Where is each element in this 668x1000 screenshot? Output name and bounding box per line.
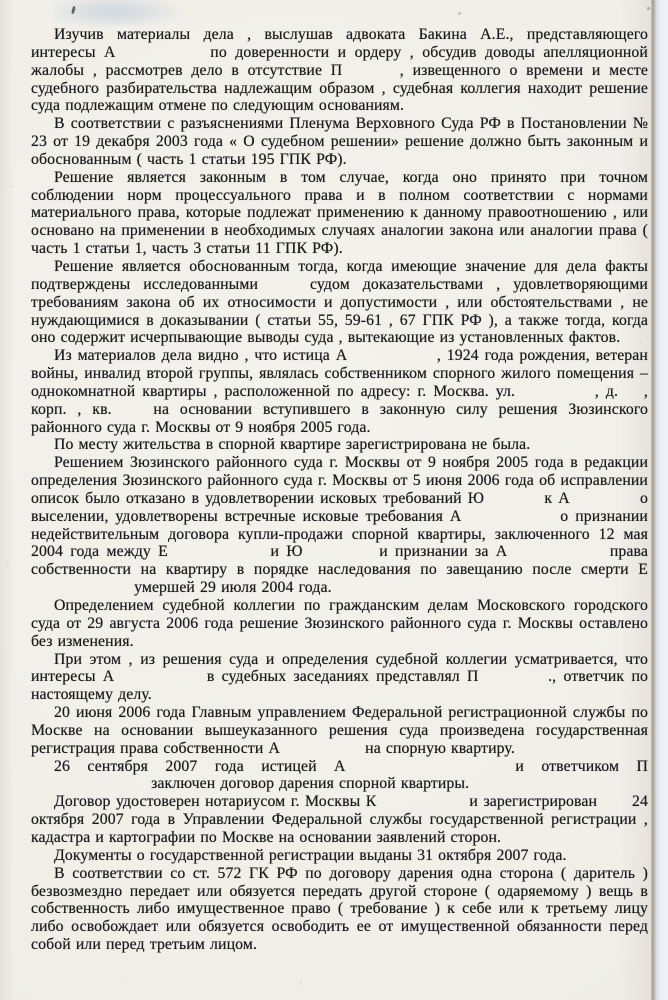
redacted-gap: [515, 555, 603, 556]
paragraph: Решение является обоснованным тогда, когда имеющие значение для дела факты подтверждены исследованными судом доказательствами , удовлетворяющими требованиям закона об их относимости и допустимости , или обстоятельствами , не нуждающимися в доказывании ( статьи 55, 59-61 , 67 ГПК РФ ), а также тогда, когда оно содержит исчерпывающие выводы суда , вытекающие из установленных фактов.: [31, 257, 648, 347]
redacted-gap: [486, 680, 541, 681]
redacted-gap: [122, 680, 200, 681]
redacted-gap: [522, 395, 588, 396]
paragraph: Определением судебной коллегии по гражданским делам Московского городского суда от 29 августа 2006 года решение Зюзинского районного суда г. Москвы оставлено без изменения.: [31, 597, 648, 650]
redacted-gap: [490, 502, 538, 503]
redacted-gap: [353, 359, 431, 360]
paragraph: По месту жительства в спорной квартире зарегистрирована не была.: [54, 436, 531, 454]
redacted-gap: [576, 502, 634, 503]
paragraph: Решением Зюзинского районного суда г. Москвы от 9 ноября 2005 года в редакции определения Зюзинского районного суда г. Москвы от 5 июня 2006 года об исправлении описок было отказано в удовлетворении исковых требований Ю к А о выселении, удовлетворены встречные исковые требования А о признании недействительным договора купли-продажи спорной квартиры, заключенного 12 мая 2004 года между Е и Ю и признании за А права собственности на квартиру в порядке наследования по завещанию после смерти Е умершей 29 июля 2004 года.: [31, 454, 648, 597]
document-body: [31, 26, 648, 954]
redacted-gap: [603, 805, 627, 806]
paragraph: Из материалов дела видно , что истица А , 1924 года рождения, ветеран войны, инвалид второй группы, являлась собственником спорного жилого помещения – однокомнатной квартиры , расположенной по адресу: г. Москва. ул. , д. , корп. , кв. на основании вступившего в законную силу решения Зюзинского районного суда г. Москвы от 9 ноября 2005 года.: [31, 347, 648, 436]
paragraph: В соответствии с разъяснениями Пленума Верховного Суда РФ в Постановлении № 23 от 19 декабря 2003 года « О судебном решении» решение должно быть законным и обоснованным ( часть 1 статьи 195 ГПК РФ).: [31, 115, 648, 168]
faint-stamp-mark: [55, 0, 185, 26]
paragraph: 26 сентября 2007 года истицей А и ответчиком П заключен договор дарения спорной квартиры.: [31, 758, 648, 794]
paragraph: Решение является законным в том случае, когда оно принято при точном соблюдении норм процессуального права и в полном соответствии с нормами материального права, которые подлежат применению к данному правоотношению , или основано на применении в необходимых случаях аналогии закона или аналогии права ( часть 1 статьи 1, часть 3 статьи 11 ГПК РФ).: [31, 168, 648, 258]
paragraph: Договор удостоверен нотариусом г. Москвы К и зарегистрирован 24 октября 2007 года в Управлении Федеральной службы государственной регистрации , кадастра и картографии по Москве на основании заявлений сторон.: [31, 793, 648, 846]
paragraph: 20 июня 2006 года Главным управлением Федеральной регистрационной службы по Москве на основании вышеуказанного решения суда произведена государственная регистрация права собственности А на спорную квартиру.: [31, 704, 648, 757]
paragraph: При этом , из решения суда и определения судебной коллегии усматривается, что интересы А в судебных заседаниях представлял П ., ответчик по настоящему делу.: [31, 650, 648, 704]
redacted-gap: [285, 752, 360, 753]
paragraph: В соответствии со ст. 572 ГК РФ по договору дарения одна сторона ( даритель ) безвозмездно передает или обязуется передать другой стороне ( одаряемому ) вещь в собственность либо имущественное право ( требование ) к себе или к третьему лицу либо освобождает или обязуется освободить ее от имущественной обязанности перед собой или перед третьим лицом.: [31, 864, 648, 954]
redacted-gap: [31, 787, 146, 788]
redacted-gap: [625, 395, 637, 396]
scan-edge-shadow: [651, 0, 668, 1000]
redacted-gap: [351, 74, 391, 75]
redacted-gap: [310, 555, 372, 556]
redacted-gap: [363, 770, 498, 771]
redacted-gap: [124, 56, 202, 57]
redacted-gap: [31, 591, 129, 592]
paragraph: Изучив материалы дела , выслушав адвоката Бакина А.Е., представляющего интересы А по доверенности и ордеру , обсудив доводы апелляционной жалобы , рассмотрев дело в отсутствие П , извещенного о времени и месте судебного разбирательства надлежащим образом , судебная коллегия находит решение суда подлежащим отмене по следующим основаниям.: [31, 26, 648, 115]
redacted-gap: [468, 520, 553, 521]
redacted-gap: [175, 555, 263, 556]
redacted-gap: [271, 288, 297, 289]
redacted-gap: [382, 805, 464, 806]
paragraph: Документы о государственной регистрации выданы 31 октября 2007 года.: [54, 846, 567, 864]
scan-speckles: [0, 0, 1, 1]
redacted-gap: [123, 413, 143, 414]
